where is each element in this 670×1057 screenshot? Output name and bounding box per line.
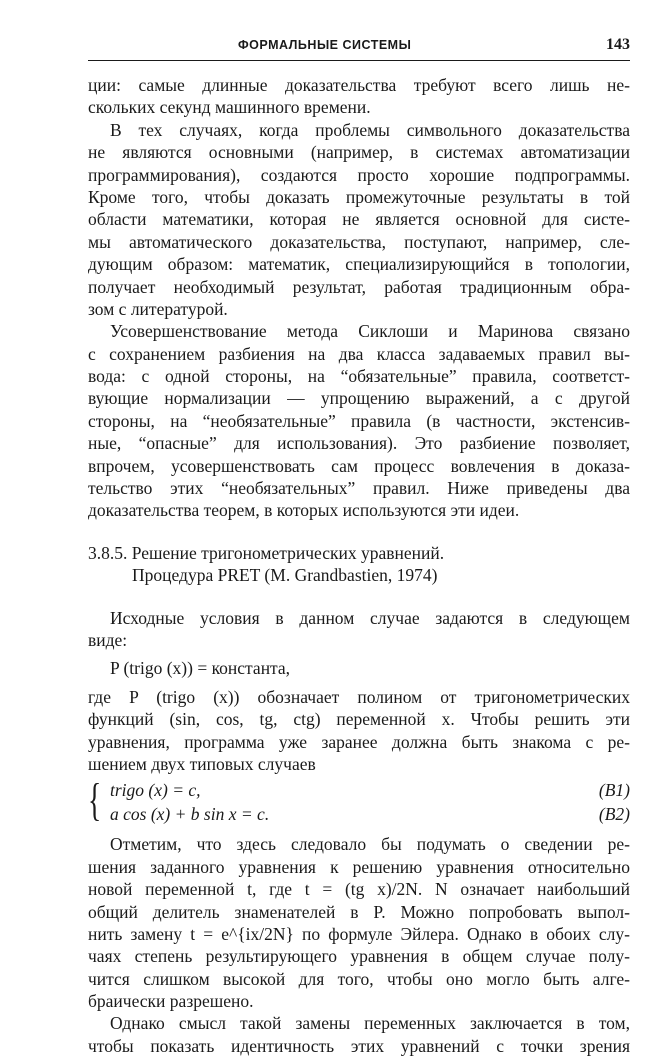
- text-line: ции: самые длинные доказательства требуют всего лишь не-: [88, 75, 630, 95]
- text-line: тельство этих “необязательных” правил. Ниже приведены два: [88, 478, 630, 499]
- text-line: виде:: [88, 629, 128, 650]
- text-line: получает необходимый результат, работая традиционным обра-: [88, 276, 630, 297]
- page-header: [88, 36, 630, 56]
- text-line: где P (trigo (x)) обозначает полином от тригонометрических: [88, 686, 630, 707]
- text-line: В тех случаях, когда проблемы символьного доказательства: [110, 119, 630, 140]
- text-line: шением двух типовых случаев: [88, 753, 316, 774]
- text-line: новой переменной t, где t = (tg x)/2N. N означает наибольший: [88, 879, 630, 900]
- text-line: Кроме того, чтобы доказать промежуточные результаты в той: [88, 186, 630, 207]
- formula-line: P (trigo (x)) = константа,: [110, 658, 291, 679]
- text-line: с сохранением разбиения на два класса задаваемых правил вы-: [88, 343, 630, 364]
- section-heading: [88, 542, 630, 587]
- equation-b2: a cos (x) + b sin x = c.: [110, 804, 270, 825]
- running-head: ФОРМАЛЬНЫЕ СИСТЕМЫ: [238, 38, 412, 52]
- equation-tag-b1: (B1): [598, 780, 630, 801]
- section-number: 3.8.5.: [88, 542, 128, 563]
- section-title-line-2: Процедура PRET (M. Grandbastien, 1974): [132, 565, 438, 586]
- header-rule: [88, 60, 630, 61]
- text-line: Однако смысл такой замены переменных заключается в том,: [110, 1013, 630, 1034]
- text-line: не являются основными (например, в системах автоматизации: [88, 142, 630, 163]
- text-line: ные, “опасные” для использования). Это разбиение позволяет,: [88, 433, 630, 454]
- text-line: Усовершенствование метода Сиклоши и Маринова связано: [110, 321, 630, 342]
- text-line: вода: с одной стороны, на “обязательные” правила, соответст-: [88, 366, 630, 387]
- text-line: мы автоматического доказательства, поступают, например, сле-: [88, 231, 630, 252]
- text-line: общий делитель знаменателей в P. Можно попробовать выпол-: [88, 901, 630, 922]
- text-line: программирования), создаются просто хорошие подпрограммы.: [88, 164, 630, 185]
- paragraph-3: [88, 320, 630, 522]
- page-body: [88, 74, 630, 1057]
- text-line: шения заданного уравнения к решению уравнения относительно: [88, 856, 630, 877]
- text-line: чаях степень результирующего уравнения в общем случае полу-: [88, 946, 630, 967]
- text-line: браически разрешено.: [88, 991, 254, 1012]
- paragraph-2: [88, 119, 630, 321]
- text-line: нить замену t = e^{ix/2N} по формуле Эйлера. Однако в обоих слу-: [88, 923, 630, 944]
- paragraph-5: [88, 686, 630, 776]
- paragraph-7: [88, 1012, 630, 1057]
- page-number: 143: [606, 36, 630, 53]
- paragraph-1: [88, 74, 630, 119]
- text-line: доказательства теорем, в которых используются эти идеи.: [88, 500, 520, 521]
- text-line: чится слишком высокой для того, чтобы оно могло быть алге-: [88, 968, 630, 989]
- text-line: уравнения, программа уже заранее должна быть знакома с ре-: [88, 731, 630, 752]
- paragraph-6: [88, 833, 630, 1012]
- text-line: Отметим, что здесь следовало бы подумать о сведении ре-: [110, 834, 630, 855]
- text-line: зом с литературой.: [88, 298, 228, 319]
- text-line: стороны, на “необязательные” правила (в частности, экстенсив-: [88, 410, 630, 431]
- formula-1: [88, 657, 630, 679]
- left-brace: {: [88, 774, 102, 826]
- text-line: вующие нормализации — упрощению выражений, а с другой: [88, 388, 630, 409]
- text-line: чтобы показать идентичность этих уравнений с точки зрения: [88, 1035, 630, 1056]
- equation-b1: trigo (x) = c,: [110, 780, 201, 801]
- text-line: Исходные условия в данном случае задаются в следующем: [110, 607, 630, 628]
- text-line: области математики, которая не является основной для систе-: [88, 209, 630, 230]
- text-line: функций (sin, cos, tg, ctg) переменной x. Чтобы решить эти: [88, 709, 630, 730]
- text-line: скольких секунд машинного времени.: [88, 97, 371, 118]
- text-line: впрочем, усовершенствовать сам процесс вовлечения в доказа-: [88, 455, 630, 476]
- equation-system: [88, 774, 630, 827]
- equation-tag-b2: (B2): [598, 804, 630, 825]
- paragraph-4: [88, 607, 630, 652]
- section-title-line-1: Решение тригонометрических уравнений.: [131, 542, 445, 563]
- text-line: дующим образом: математик, специализирующийся в топологии,: [88, 254, 630, 275]
